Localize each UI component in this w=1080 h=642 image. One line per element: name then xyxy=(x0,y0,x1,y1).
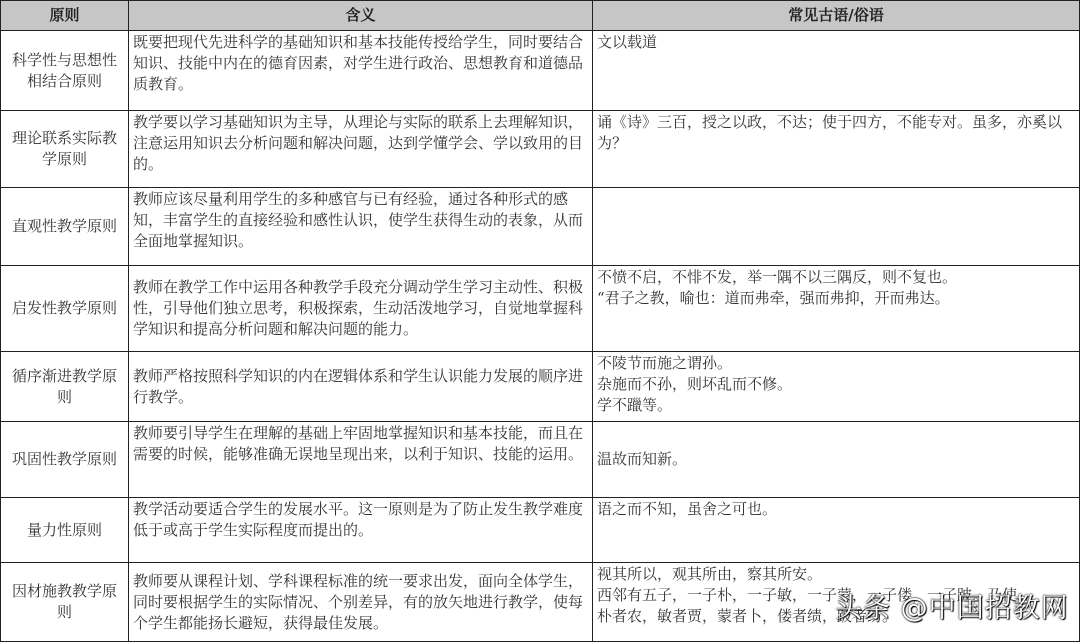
saying-line: “君子之教，喻也：道而弗牵，强而弗抑，开而弗达。 xyxy=(597,289,950,307)
table-row xyxy=(1,266,1080,352)
saying-line: 西邻有五子，一子朴，一子敏，一子蒙，一子偻，一子跛，乃使 xyxy=(597,586,1018,604)
principle-cell: 科学性与思想性相结合原则 xyxy=(1,31,129,111)
principle-cell: 因材施教教学原则 xyxy=(1,563,129,642)
sayings-cell xyxy=(593,188,1080,266)
saying-line: 不陵节而施之谓孙。 xyxy=(597,354,733,372)
table-row xyxy=(1,111,1080,188)
meaning-cell: 既要把现代先进科学的基础知识和基本技能传授给学生，同时要结合知识、技能中内在的德育因素，对学生进行政治、思想教育和道德品质教育。 xyxy=(129,31,593,111)
sayings-cell xyxy=(593,422,1080,498)
saying-line: 温故而知新。 xyxy=(597,450,688,468)
header-principle: 原则 xyxy=(1,1,129,31)
principle-cell: 直观性教学原则 xyxy=(1,188,129,266)
sayings-cell xyxy=(593,111,1080,188)
principle-cell: 理论联系实际教学原则 xyxy=(1,111,129,188)
meaning-cell: 教师在教学工作中运用各种教学手段充分调动学生学习主动性、积极性，引导他们独立思考，积极探索，生动活泼地学习，自觉地掌握科学知识和提高分析问题和解决问题的能力。 xyxy=(129,266,593,352)
sayings-cell xyxy=(593,352,1080,422)
header-meaning: 含义 xyxy=(129,1,593,31)
sayings-cell xyxy=(593,31,1080,111)
principle-cell: 巩固性教学原则 xyxy=(1,422,129,498)
saying-line: 杂施而不孙，则坏乱而不修。 xyxy=(597,375,793,393)
meaning-cell: 教师要从课程计划、学科课程标准的统一要求出发，面向全体学生，同时要根据学生的实际情况、个别差异，有的放矢地进行教学，使每个学生都能扬长避短，获得最佳发展。 xyxy=(129,563,593,642)
meaning-cell: 教学要以学习基础知识为主导，从理论与实际的联系上去理解知识，注意运用知识去分析问题和解决问题，达到学懂学会、学以致用的目的。 xyxy=(129,111,593,188)
header-sayings: 常见古语/俗语 xyxy=(593,1,1080,31)
principle-cell: 循序渐进教学原则 xyxy=(1,352,129,422)
table-row xyxy=(1,352,1080,422)
table-row xyxy=(1,422,1080,498)
meaning-cell: 教师严格按照科学知识的内在逻辑体系和学生认识能力发展的顺序进行教学。 xyxy=(129,352,593,422)
table-row xyxy=(1,188,1080,266)
meaning-cell: 教师应该尽量利用学生的多种感官与已有经验，通过各种形式的感知，丰富学生的直接经验和感性认识，使学生获得生动的表象，从而全面地掌握知识。 xyxy=(129,188,593,266)
saying-line: 朴者农，敏者贾，蒙者卜，偻者绩，跛者纺。 xyxy=(597,607,898,625)
table-row xyxy=(1,31,1080,111)
saying-line: 语之而不知，虽舍之可也。 xyxy=(597,500,778,518)
sayings-cell xyxy=(593,498,1080,563)
principle-cell: 启发性教学原则 xyxy=(1,266,129,352)
saying-line: 视其所以，观其所由，察其所安。 xyxy=(597,565,823,583)
saying-line: 不愤不启，不悱不发，举一隅不以三隅反，则不复也。 xyxy=(597,268,958,286)
meaning-cell: 教学活动要适合学生的发展水平。这一原则是为了防止发生教学难度低于或高于学生实际程度而提出的。 xyxy=(129,498,593,563)
saying-line: 文以载道 xyxy=(597,33,658,51)
table-row xyxy=(1,498,1080,563)
saying-line: 诵《诗》三百，授之以政，不达；使于四方，不能专对。虽多，亦奚以为？ xyxy=(597,113,1063,152)
sayings-cell xyxy=(593,266,1080,352)
saying-line: 学不躐等。 xyxy=(597,396,673,414)
meaning-cell: 教师要引导学生在理解的基础上牢固地掌握知识和基本技能，而且在需要的时候，能够准确无误地呈现出来，以利于知识、技能的运用。 xyxy=(129,422,593,498)
principle-cell: 量力性原则 xyxy=(1,498,129,563)
header-row xyxy=(1,1,1080,31)
watermark: 头条 @中国招教网 xyxy=(835,593,1069,624)
